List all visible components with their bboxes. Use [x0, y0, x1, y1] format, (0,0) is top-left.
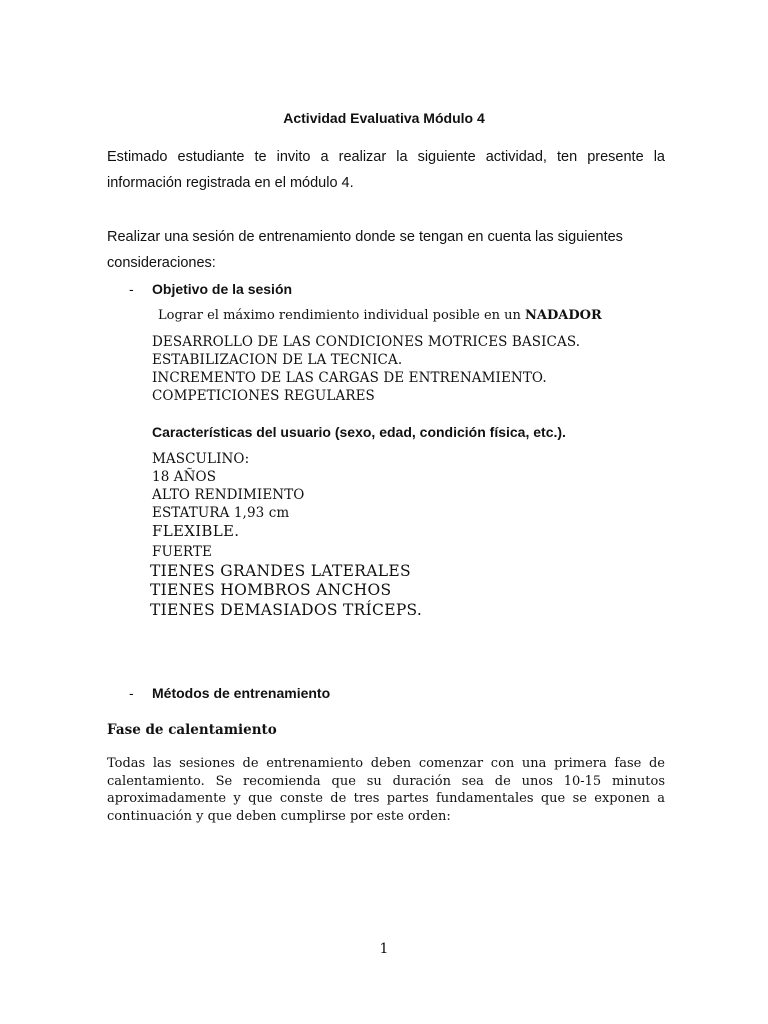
- page-number: 1: [379, 941, 389, 957]
- task-paragraph: Realizar una sesión de entrenamiento donde se tengan en cuenta las siguientes consideraciones:: [107, 229, 623, 271]
- characteristic-item-flexible: FLEXIBLE.: [152, 522, 240, 540]
- document-title: Actividad Evaluativa Módulo 4: [283, 110, 485, 126]
- bullet-dash: -: [129, 281, 134, 297]
- objective-line-emphasis: NADADOR: [525, 308, 602, 323]
- objective-line-text: Lograr el máximo rendimiento individual posible en un: [158, 308, 526, 323]
- characteristics-heading: Características del usuario (sexo, edad, condición física, etc.).: [152, 424, 566, 440]
- characteristic-item-fuerte: FUERTE: [152, 544, 212, 560]
- objective-item: INCREMENTO DE LAS CARGAS DE ENTRENAMIENTO.: [152, 370, 547, 386]
- characteristic-item: MASCULINO:: [152, 451, 250, 467]
- characteristic-item-large: TIENES HOMBROS ANCHOS: [150, 581, 392, 599]
- bullet-dash: -: [129, 685, 134, 701]
- objective-line: [158, 308, 602, 323]
- warmup-body: Todas las sesiones de entrenamiento deben comenzar con una primera fase de calentamiento. Se recomienda que su duración sea de unos 10-15 minutos aproximadamente y que conste de tres partes fundamentales que se exponen a continuación y que deben cumplirse por este orden:: [107, 756, 665, 824]
- objective-item: COMPETICIONES REGULARES: [152, 388, 375, 404]
- warmup-title: Fase de calentamiento: [107, 722, 277, 738]
- characteristic-item: ESTATURA 1,93 cm: [152, 505, 290, 521]
- characteristic-item: 18 AÑOS: [152, 469, 217, 485]
- characteristic-item-large: TIENES DEMASIADOS TRÍCEPS.: [150, 601, 423, 619]
- characteristic-item: ALTO RENDIMIENTO: [152, 487, 305, 503]
- characteristic-item-large: TIENES GRANDES LATERALES: [150, 562, 411, 580]
- objective-item: ESTABILIZACION DE LA TECNICA.: [152, 352, 403, 368]
- objective-heading: Objetivo de la sesión: [152, 281, 293, 297]
- methods-heading: Métodos de entrenamiento: [152, 685, 331, 701]
- intro-paragraph: Estimado estudiante te invito a realizar la siguiente actividad, ten presente la información registrada en el módulo 4.: [107, 149, 665, 191]
- objective-item: DESARROLLO DE LAS CONDICIONES MOTRICES BASICAS.: [152, 334, 581, 350]
